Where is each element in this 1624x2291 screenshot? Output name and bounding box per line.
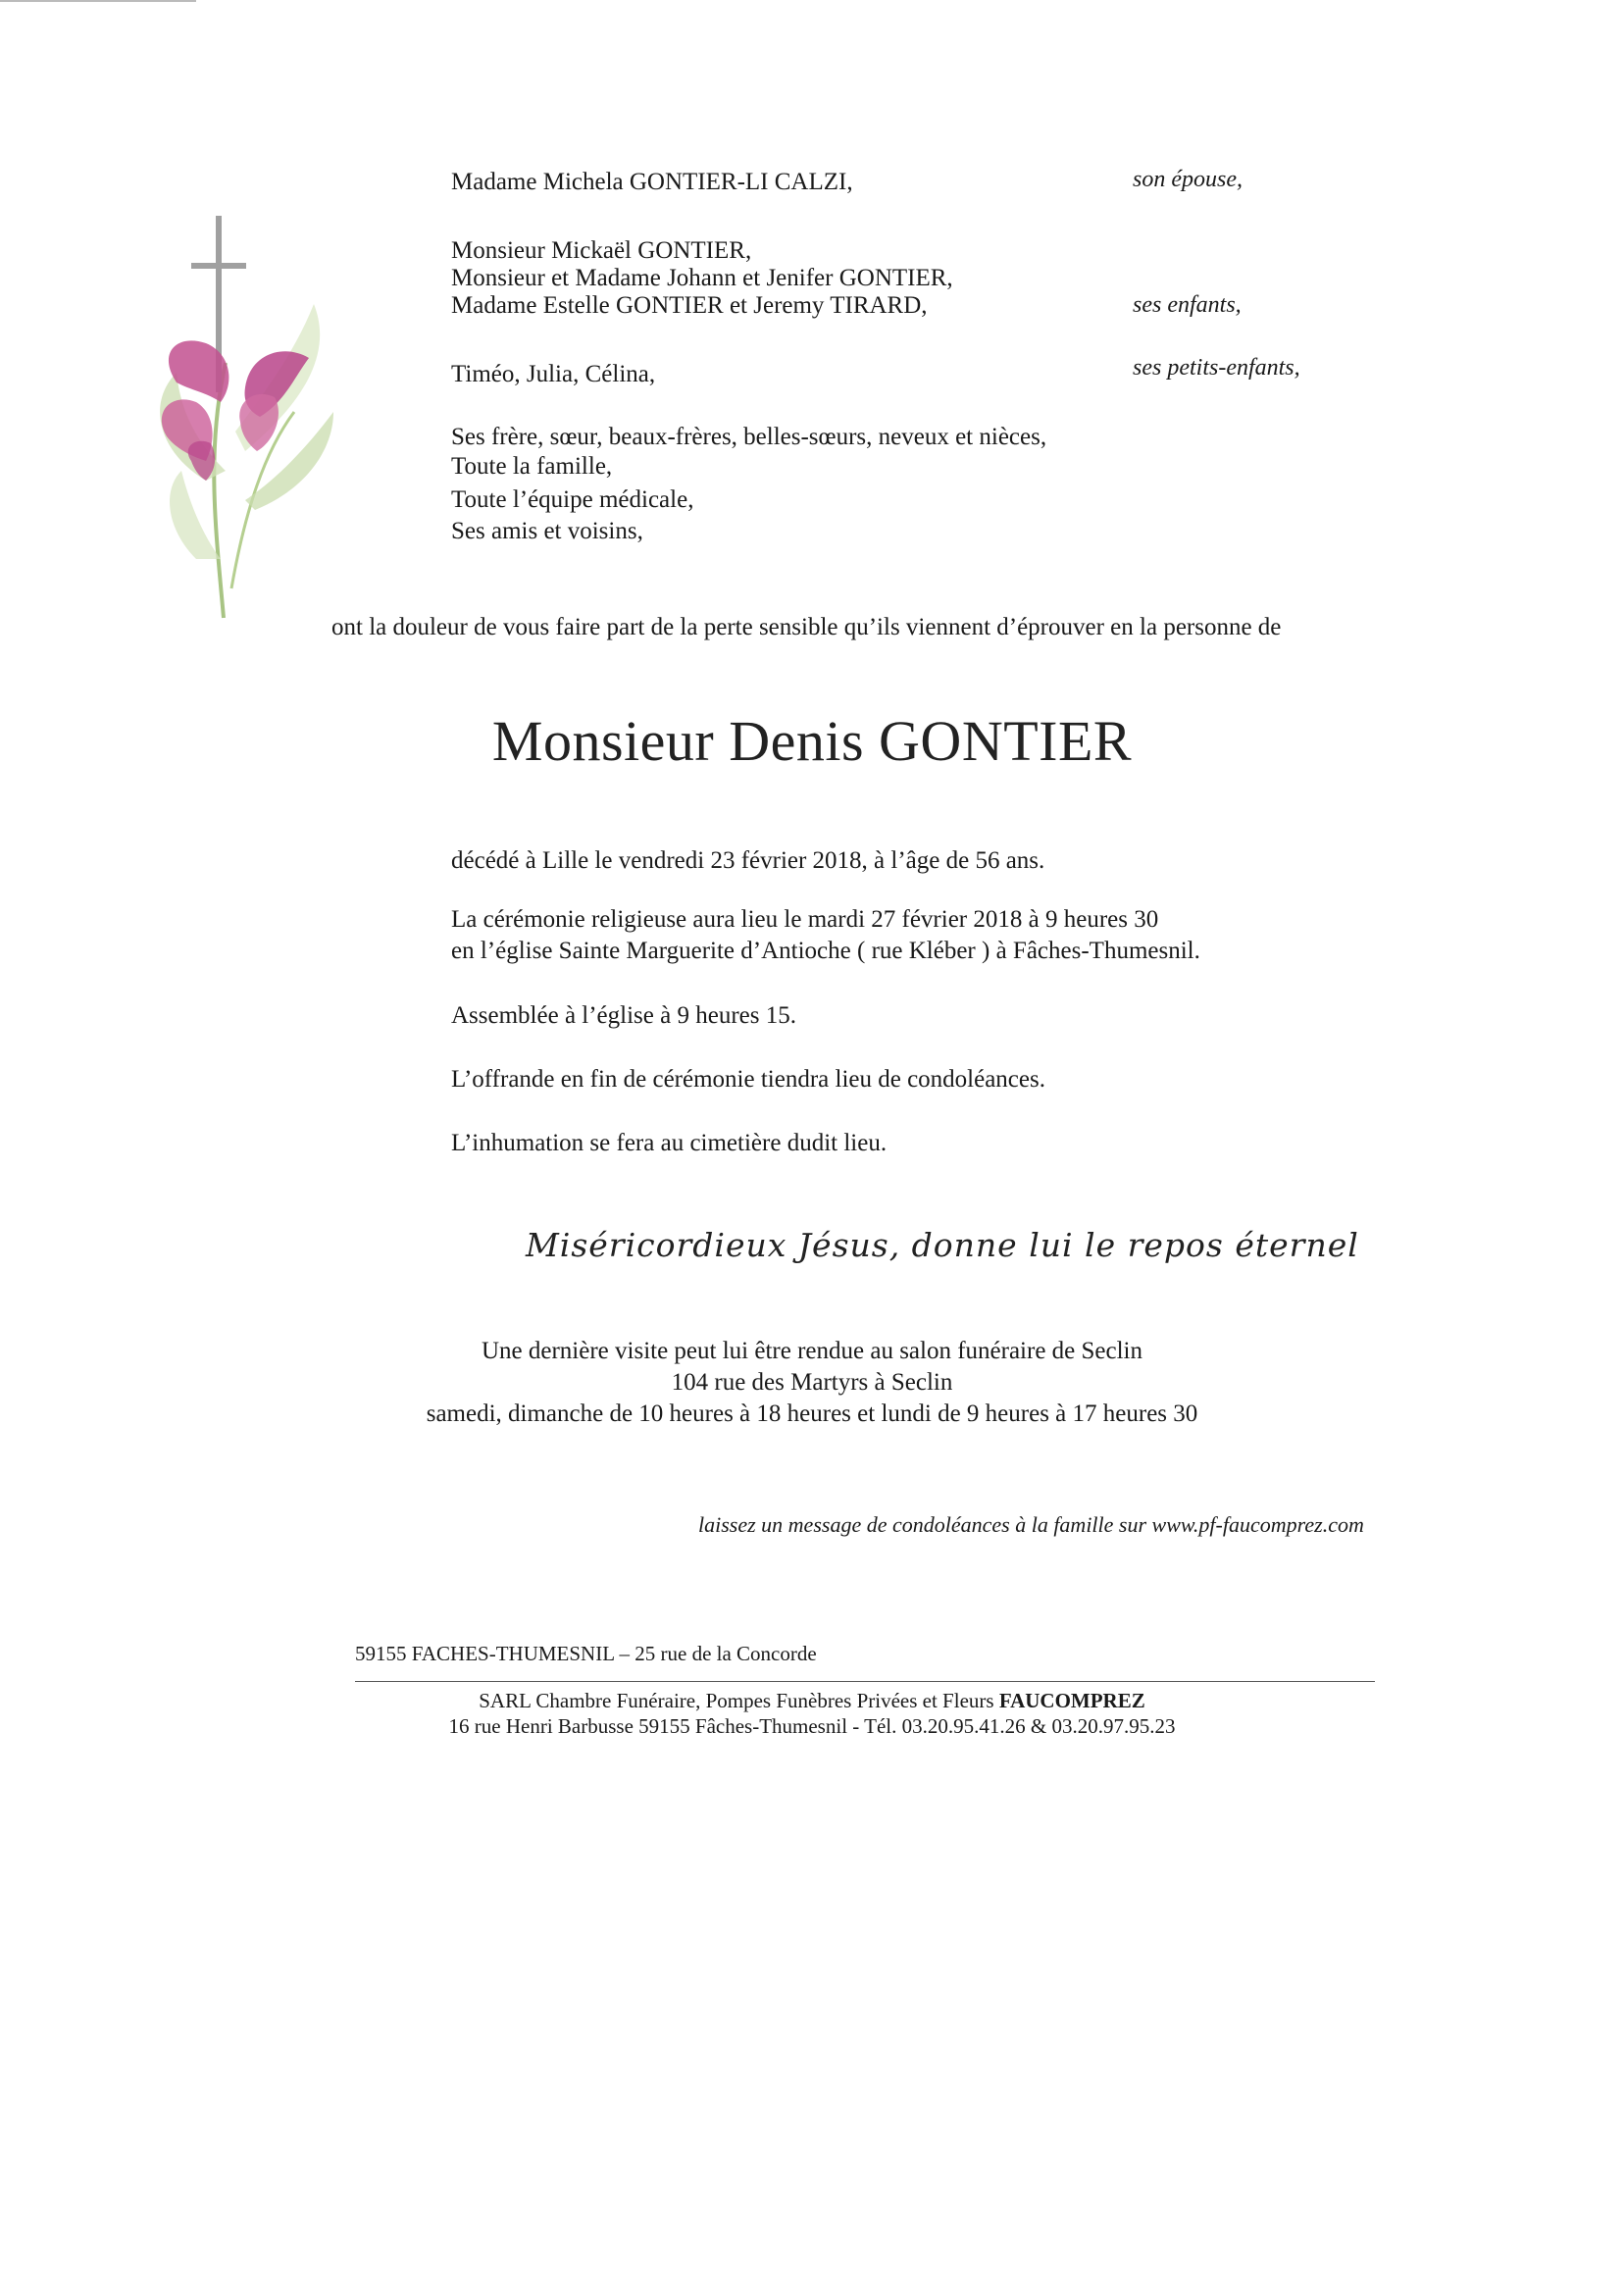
cross-and-lilies-illustration <box>137 157 373 647</box>
other-relatives-1: Ses frère, sœur, beaux-frères, belles-sœurs, neveux et nièces, <box>451 424 1047 450</box>
deceased-name: Monsieur Denis GONTIER <box>491 709 1133 773</box>
footer-divider <box>355 1681 1375 1682</box>
spouse-name: Madame Michela GONTIER-LI CALZI, <box>451 169 853 195</box>
ceremony-line-1: La cérémonie religieuse aura lieu le mardi 27 février 2018 à 9 heures 30 <box>451 906 1159 933</box>
grandchildren-role: ses petits-enfants, <box>1133 355 1300 381</box>
other-relatives-4: Ses amis et voisins, <box>451 518 643 544</box>
other-relatives-2: Toute la famille, <box>451 453 613 480</box>
footer-company-line <box>0 1689 1624 1713</box>
spouse-role: son épouse, <box>1133 167 1243 192</box>
visit-line-2: 104 rue des Martyrs à Seclin <box>671 1369 953 1396</box>
footer-company-name: FAUCOMPREZ <box>998 1689 1145 1712</box>
child-name-3: Madame Estelle GONTIER et Jeremy TIRARD, <box>451 292 928 319</box>
visit-line-1: Une dernière visite peut lui être rendue au salon funéraire de Seclin <box>481 1338 1143 1364</box>
footer-company-prefix: SARL Chambre Funéraire, Pompes Funèbres Privées et Fleurs <box>479 1689 994 1712</box>
visit-line-3: samedi, dimanche de 10 heures à 18 heures et lundi de 9 heures à 17 heures 30 <box>426 1400 1198 1427</box>
condolences-message: laissez un message de condoléances à la famille sur www.pf-faucomprez.com <box>698 1512 1364 1537</box>
assembly-details: Assemblée à l’église à 9 heures 15. <box>451 1002 796 1029</box>
children-role: ses enfants, <box>1133 292 1242 318</box>
burial-details: L’inhumation se fera au cimetière dudit lieu. <box>451 1130 888 1156</box>
footer-address: 59155 FACHES-THUMESNIL – 25 rue de la Concorde <box>355 1642 817 1665</box>
grandchildren-names: Timéo, Julia, Célina, <box>451 361 656 387</box>
prayer-script: Miséricordieux Jésus, donne lui le repos éternel <box>526 1226 1359 1264</box>
ceremony-line-2: en l’église Sainte Marguerite d’Antioche ( rue Kléber ) à Fâches-Thumesnil. <box>451 938 1200 964</box>
scan-edge-line <box>0 0 196 2</box>
child-name-1: Monsieur Mickaël GONTIER, <box>451 237 752 264</box>
footer-company-address: 16 rue Henri Barbusse 59155 Fâches-Thumesnil - Tél. 03.20.95.41.26 & 03.20.97.95.23 <box>448 1714 1176 1738</box>
other-relatives-3: Toute l’équipe médicale, <box>451 486 694 513</box>
death-details: décédé à Lille le vendredi 23 février 2018, à l’âge de 56 ans. <box>451 847 1045 874</box>
child-name-2: Monsieur et Madame Johann et Jenifer GONTIER, <box>451 265 953 291</box>
announcement-text: ont la douleur de vous faire part de la perte sensible qu’ils viennent d’éprouver en la personne de <box>331 614 1282 640</box>
offering-details: L’offrande en fin de cérémonie tiendra lieu de condoléances. <box>451 1066 1045 1093</box>
